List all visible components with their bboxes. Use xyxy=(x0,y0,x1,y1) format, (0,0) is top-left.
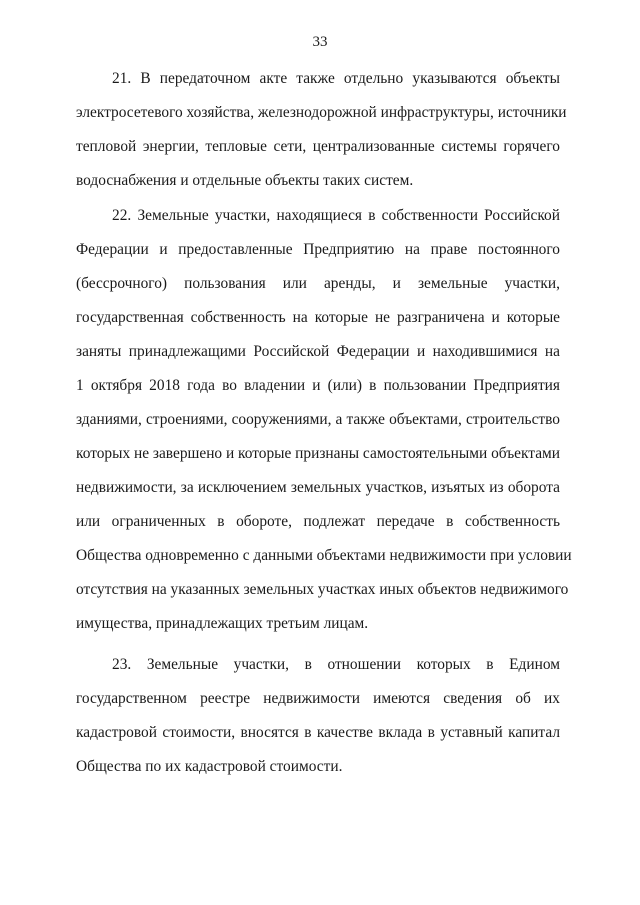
paragraph-line: которых не завершено и которые признаны самостоятельными объектами xyxy=(76,445,561,462)
paragraph-line: 21. В передаточном акте также отдельно указываются объекты xyxy=(112,70,560,87)
paragraph-line: отсутствия на указанных земельных участках иных объектов недвижимого xyxy=(76,581,569,598)
paragraph-line: Федерации и предоставленные Предприятию на праве постоянного xyxy=(76,241,560,258)
page-number: 33 xyxy=(312,34,328,50)
paragraph-21 xyxy=(76,68,567,204)
paragraph-line: 1 октября 2018 года во владении и (или) в пользовании Предприятия xyxy=(76,377,560,394)
paragraph-line: зданиями, строениями, сооружениями, а также объектами, строительство xyxy=(76,411,560,428)
paragraph-line: Общества по их кадастровой стоимости. xyxy=(76,758,343,775)
paragraph-line: 22. Земельные участки, находящиеся в собственности Российской xyxy=(112,207,560,224)
paragraph-line: водоснабжения и отдельные объекты таких систем. xyxy=(76,172,414,189)
paragraph-line: (бессрочного) пользования или аренды, и земельные участки, xyxy=(76,275,560,292)
paragraph-line: заняты принадлежащими Российской Федерации и находившимися на xyxy=(76,343,560,360)
paragraph-23 xyxy=(76,654,560,790)
paragraph-line: 23. Земельные участки, в отношении которых в Едином xyxy=(112,656,560,673)
paragraph-line: недвижимости, за исключением земельных участков, изъятых из оборота xyxy=(76,479,560,496)
paragraph-line: государственном реестре недвижимости имеются сведения об их xyxy=(76,690,560,707)
paragraph-line: кадастровой стоимости, вносятся в качестве вклада в уставный капитал xyxy=(76,724,560,741)
paragraph-line: электросетевого хозяйства, железнодорожной инфраструктуры, источники xyxy=(76,104,567,121)
paragraph-line: государственная собственность на которые не разграничена и которые xyxy=(76,309,560,326)
paragraph-22 xyxy=(76,205,572,647)
paragraph-line: или ограниченных в обороте, подлежат передаче в собственность xyxy=(76,513,560,530)
paragraph-line: Общества одновременно с данными объектами недвижимости при условии xyxy=(76,547,572,564)
paragraph-line: имущества, принадлежащих третьим лицам. xyxy=(76,615,369,632)
paragraph-line: тепловой энергии, тепловые сети, централизованные системы горячего xyxy=(76,138,560,155)
